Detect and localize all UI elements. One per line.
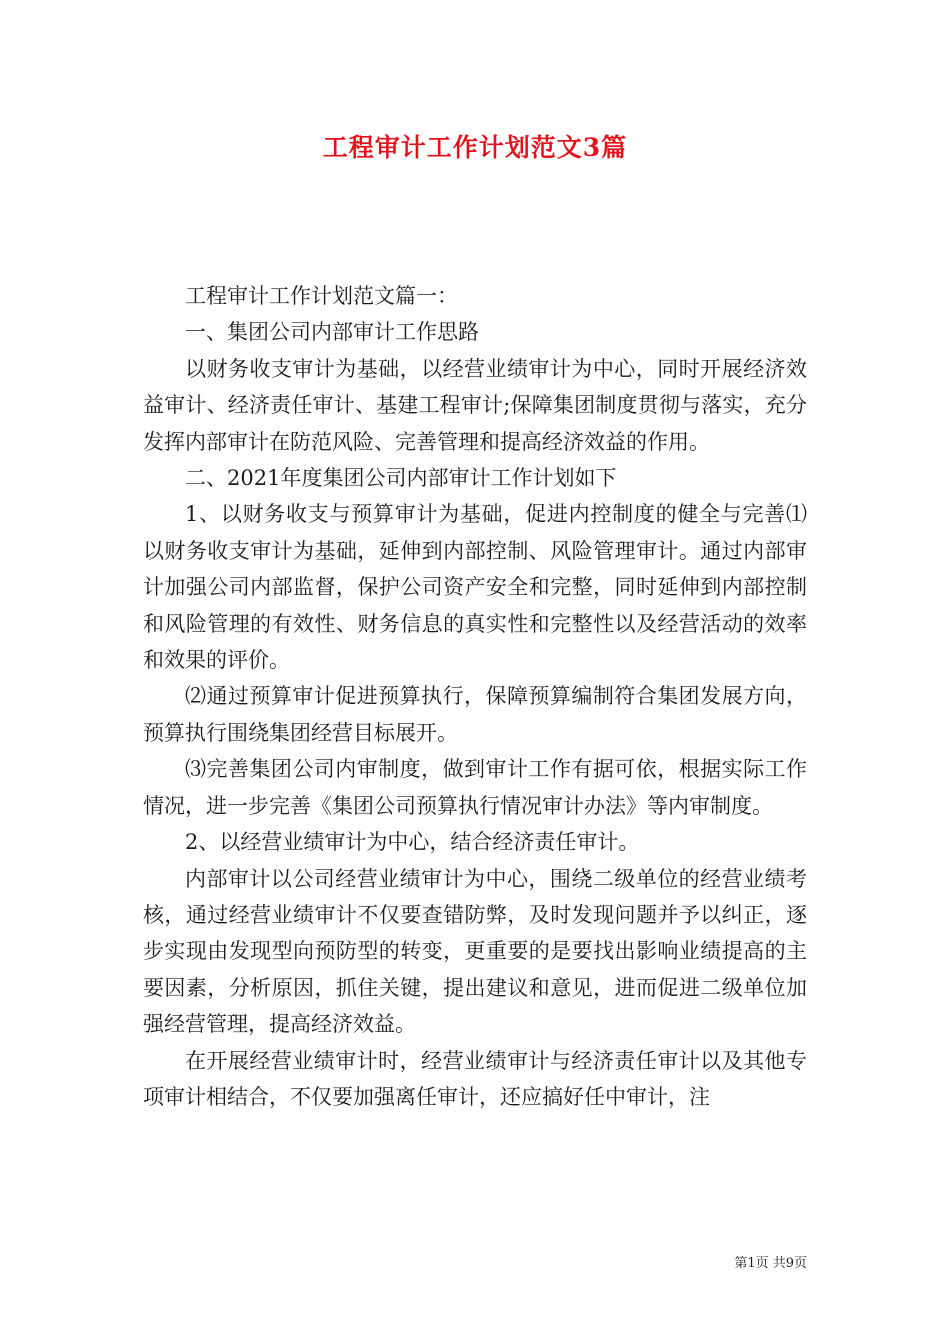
paragraph: ⑶完善集团公司内审制度，做到审计工作有据可依，根据实际工作情况，进一步完善《集团公司预算执行情况审计办法》等内审制度。 [143,757,807,818]
paragraph: 1、以财务收支与预算审计为基础，促进内控制度的健全与完善⑴以财务收支审计为基础，延伸到内部控制、风险管理审计。通过内部审计加强公司内部监督，保护公司资产安全和完整，同时延伸到内部控制和风险管理的有效性、财务信息的真实性和完整性以及经营活动的效率和效果的评价。 [143,502,807,673]
paragraph: 工程审计工作计划范文篇一： [185,284,458,308]
paragraph: 一、集团公司内部审计工作思路 [185,320,479,345]
page-number: 第1页 共9页 [734,1256,807,1271]
paragraph: 2、以经营业绩审计为中心，结合经济责任审计。 [185,830,640,855]
paragraph: 在开展经营业绩审计时，经营业绩审计与经济责任审计以及其他专项审计相结合，不仅要加强离任审计，还应搞好任中审计，注 [143,1048,807,1109]
paragraph: 以财务收支审计为基础，以经营业绩审计为中心，同时开展经济效益审计、经济责任审计、基建工程审计;保障集团制度贯彻与落实，充分发挥内部审计在防范风险、完善管理和提高经济效益的作用。 [143,356,807,454]
document-title: 工程审计工作计划范文3篇 [322,133,628,162]
paragraph: 内部审计以公司经营业绩审计为中心，围绕二级单位的经营业绩考核，通过经营业绩审计不仅要查错防弊，及时发现问题并予以纠正，逐步实现由发现型向预防型的转变，更重要的是要找出影响业绩提高的主要因素，分析原因，抓住关键，提出建议和意见，进而促进二级单位加强经营管理，提高经济效益。 [143,866,807,1037]
document-body [143,278,807,1115]
paragraph: ⑵通过预算审计促进预算执行，保障预算编制符合集团发展方向，预算执行围绕集团经营目标展开。 [143,684,807,745]
paragraph: 二、2021年度集团公司内部审计工作计划如下 [185,466,617,491]
